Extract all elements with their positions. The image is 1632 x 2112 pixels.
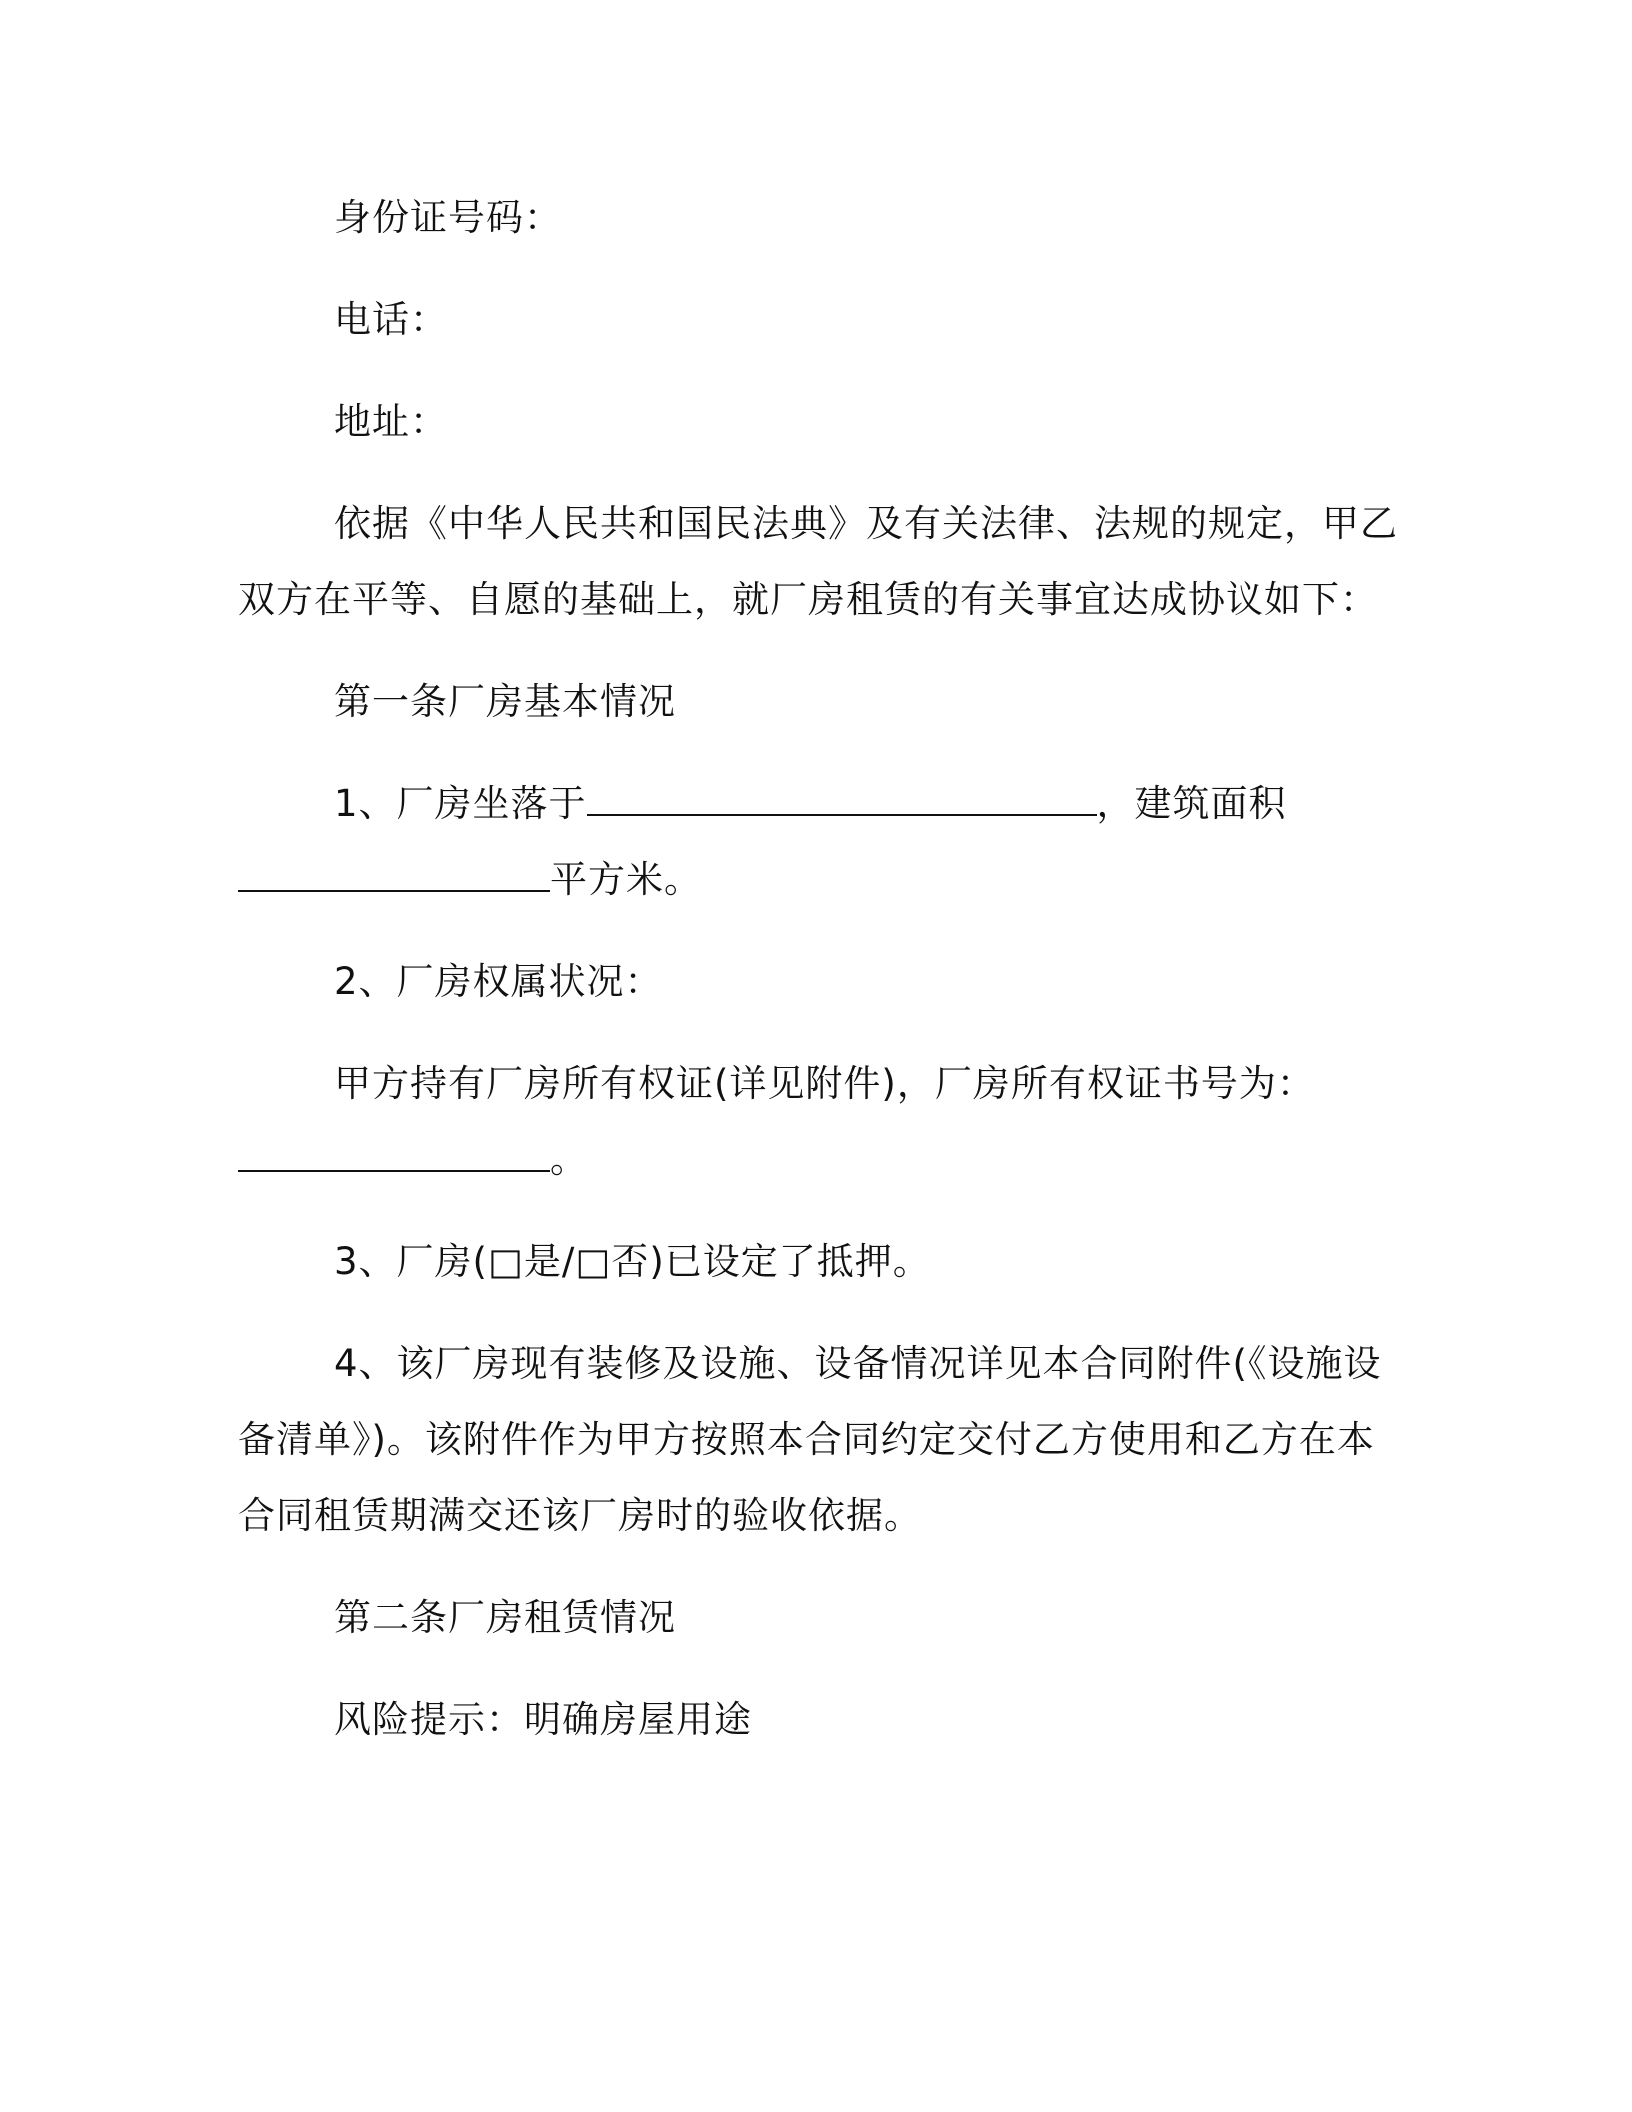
- article-1-title: 第一条厂房基本情况: [334, 680, 676, 723]
- item-2-text: 甲方持有厂房所有权证(详见附件)，厂房所有权证书号为：: [334, 1062, 1315, 1105]
- address-label: 地址：: [334, 400, 448, 443]
- item-2-line-2: [238, 1122, 1378, 1198]
- item-1-mid: ，建筑面积: [1096, 782, 1287, 825]
- certificate-number-blank: [238, 1136, 550, 1172]
- item-1-prefix: 1、厂房坐落于: [334, 782, 587, 825]
- item-1-suffix: 平方米。: [550, 858, 702, 901]
- phone-label: 电话：: [334, 298, 448, 341]
- area-blank: [238, 856, 550, 892]
- id-number-label: 身份证号码：: [334, 196, 562, 239]
- item-4-line-1: 4、该厂房现有装修及设施、设备情况详见本合同附件(《设施设: [334, 1342, 1382, 1385]
- item-4-line-2: 备清单》)。该附件作为甲方按照本合同约定交付乙方使用和乙方在本: [238, 1418, 1375, 1461]
- intro-paragraph-line-2: 双方在平等、自愿的基础上，就厂房租赁的有关事宜达成协议如下：: [238, 578, 1378, 621]
- item-2-end: 。: [550, 1138, 588, 1181]
- item-1-line-1: [238, 766, 1378, 842]
- risk-tip: 风险提示：明确房屋用途: [334, 1698, 752, 1741]
- item-3-text: 3、厂房(□是/□否)已设定了抵押。: [334, 1240, 931, 1283]
- location-blank: [587, 780, 1097, 816]
- item-2-title: 2、厂房权属状况：: [334, 960, 663, 1003]
- intro-paragraph-line-1: 依据《中华人民共和国民法典》及有关法律、法规的规定，甲乙: [334, 502, 1398, 545]
- item-4-line-3: 合同租赁期满交还该厂房时的验收依据。: [238, 1494, 922, 1537]
- article-2-title: 第二条厂房租赁情况: [334, 1596, 676, 1639]
- item-1-line-2: [238, 842, 1378, 918]
